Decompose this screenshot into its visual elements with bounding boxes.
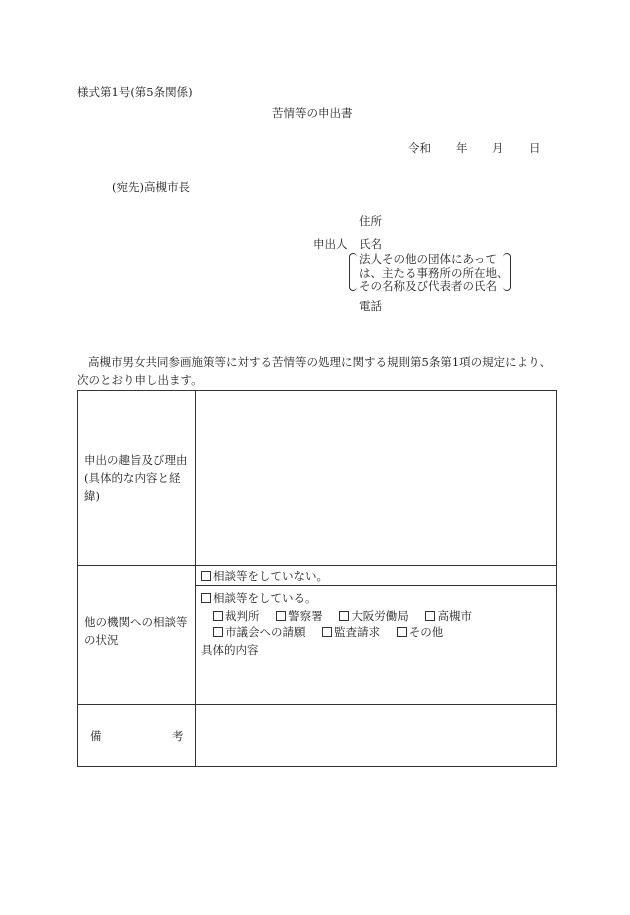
- consulted-label: 相談等をしている。: [213, 591, 317, 605]
- not-consulted-option[interactable]: [201, 567, 328, 585]
- bracket-right: [503, 253, 511, 291]
- assembly-petition-label: 市議会への請願: [225, 625, 306, 639]
- police-label: 警察署: [288, 609, 323, 623]
- specific-content-label: 具体的内容: [201, 643, 259, 657]
- row-divider-not-consulted: [195, 585, 556, 586]
- remarks-label-right: 考: [172, 729, 184, 743]
- other-checkbox[interactable]: [397, 627, 407, 637]
- court-checkbox[interactable]: [213, 611, 223, 621]
- consult-label-line-1: 他の機関への相談等: [84, 615, 188, 629]
- police-checkbox[interactable]: [276, 611, 286, 621]
- remarks-input-area[interactable]: [196, 705, 556, 766]
- body-text-line-1: 高槻市男女共同参画施策等に対する苦情等の処理に関する規則第5条第1項の規定により、: [88, 355, 552, 369]
- court-label: 裁判所: [225, 609, 260, 623]
- org-note-line-2: は、主たる事務所の所在地、: [359, 266, 509, 280]
- org-note-line-3: その名称及び代表者の氏名: [359, 279, 497, 293]
- option-audit-request[interactable]: [322, 623, 380, 641]
- date-day: 日: [529, 141, 541, 155]
- addressee: (宛先)高槻市長: [112, 180, 190, 194]
- date-era: 令和: [408, 141, 431, 155]
- org-note-line-1: 法人その他の団体にあって: [359, 252, 497, 266]
- consult-options-row-2: [213, 623, 456, 641]
- phone-label: 電話: [359, 299, 382, 313]
- row-divider-reason: [78, 565, 556, 566]
- option-other[interactable]: [397, 623, 444, 641]
- city-label: 高槻市: [437, 609, 472, 623]
- body-text-line-2: 次のとおり申し出ます。: [77, 373, 203, 387]
- consult-label-line-2: の状況: [84, 633, 119, 647]
- address-label: 住所: [359, 214, 382, 228]
- page-title: 苦情等の申出書: [272, 106, 353, 120]
- labour-bureau-checkbox[interactable]: [339, 611, 349, 621]
- consulted-option[interactable]: [201, 589, 317, 607]
- date-month: 月: [492, 141, 504, 155]
- name-label: 氏名: [359, 237, 382, 251]
- audit-request-label: 監査請求: [334, 625, 381, 639]
- city-checkbox[interactable]: [425, 611, 435, 621]
- consulted-checkbox[interactable]: [201, 593, 211, 603]
- bracket-left: [349, 253, 357, 291]
- labour-bureau-label: 大阪労働局: [351, 609, 409, 623]
- remarks-label-left: 備: [90, 729, 102, 743]
- complaint-form-table: [77, 390, 557, 767]
- option-assembly-petition[interactable]: [213, 623, 306, 641]
- audit-request-checkbox[interactable]: [322, 627, 332, 637]
- reason-label-cell: [84, 451, 188, 505]
- form-number: 様式第1号(第5条関係): [77, 85, 193, 99]
- consult-label-cell: [84, 613, 188, 649]
- reason-detail-line-1: (具体的な内容と経: [84, 471, 181, 485]
- reason-label: 申出の趣旨及び理由: [84, 453, 188, 467]
- reason-input-area[interactable]: [196, 391, 556, 565]
- reason-detail-line-2: 緯): [84, 489, 100, 503]
- not-consulted-label: 相談等をしていない。: [213, 569, 328, 583]
- date-year: 年: [456, 141, 468, 155]
- not-consulted-checkbox[interactable]: [201, 571, 211, 581]
- applicant-role-label: 申出人: [313, 237, 348, 251]
- assembly-petition-checkbox[interactable]: [213, 627, 223, 637]
- other-label: その他: [408, 625, 444, 639]
